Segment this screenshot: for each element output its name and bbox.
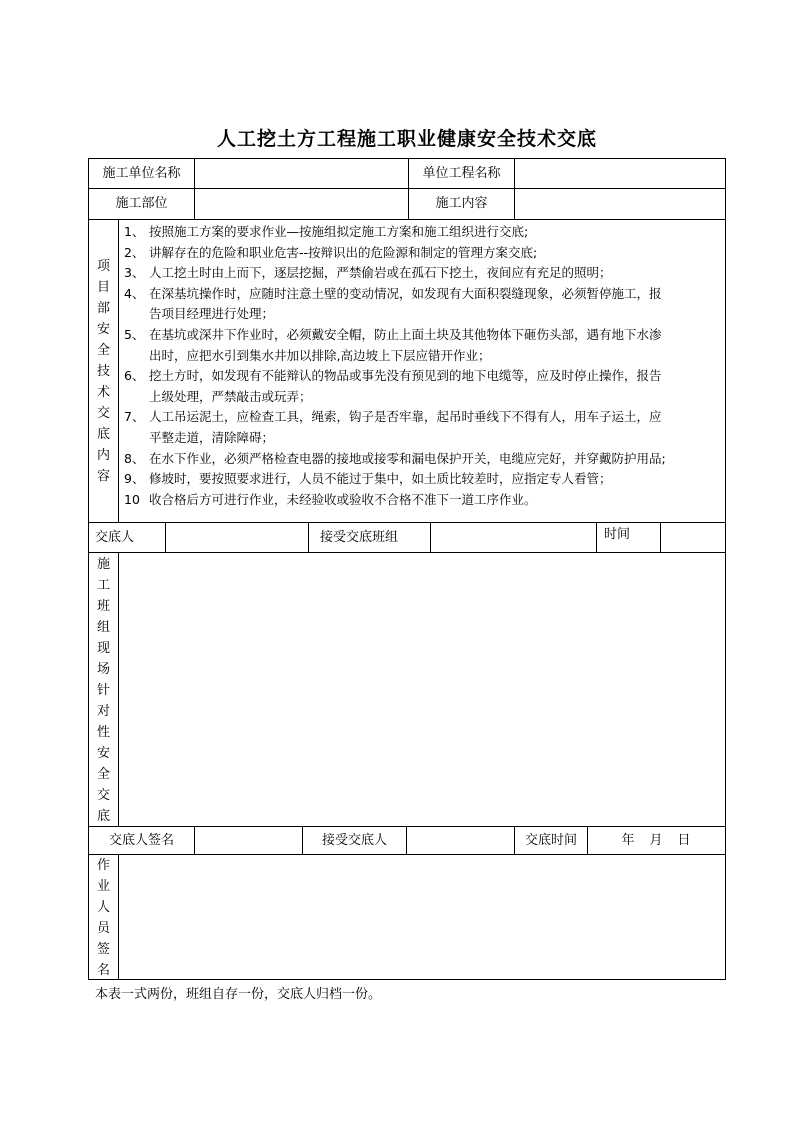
- safety-content-vertical-label: 项 目 部 安 全 技 术 交 底 内 容: [96, 259, 110, 484]
- receiver-field[interactable]: [408, 827, 512, 854]
- list-item: 8、 在水下作业，必须严格检查电器的接地或接零和漏电保护开关，电缆应完好，并穿戴防护用品;: [124, 450, 666, 466]
- construction-part-label: 施工部位: [115, 196, 168, 212]
- briefer-field[interactable]: [167, 523, 306, 552]
- col-divider: [406, 826, 407, 854]
- time-label: 时间: [604, 527, 631, 542]
- list-item: 4、 在深基坑操作时，应随时注意土壁的变动情况，如发现有大面积裂缝现象，必须暂停施工，报: [124, 285, 662, 301]
- table-border-right: [725, 158, 726, 980]
- list-item-continuation: 上级处理，严禁敲击或玩弄；: [149, 388, 312, 404]
- time-field[interactable]: [662, 523, 724, 552]
- list-item: 7、 人工吊运泥土，应检查工具，绳索，钩子是否牢靠，起吊时垂线下不得有人，用车子运土，应: [124, 409, 662, 425]
- list-item: 1、 按照施工方案的要求作业—按施组拟定施工方案和施工组织进行交底;: [124, 224, 529, 239]
- worker-signatures-field[interactable]: [120, 855, 724, 978]
- briefing-date-field[interactable]: 年 月 日: [621, 832, 692, 848]
- col-divider: [660, 522, 661, 552]
- site-safety-vertical-label: 施 工 班 组 现 场 针 对 性 安 全 交 底: [96, 557, 110, 824]
- briefer-label: 交底人: [95, 529, 135, 545]
- row-divider: [88, 219, 726, 220]
- col-divider: [194, 826, 195, 854]
- col-divider: [194, 158, 195, 219]
- receiving-team-field[interactable]: [432, 523, 594, 552]
- list-item: 10 收合格后方可进行作业，未经验收或验收不合格不准下一道工序作业。: [124, 491, 537, 507]
- construction-content-label: 施工内容: [435, 196, 488, 212]
- receiver-label: 接受交底人: [321, 832, 387, 848]
- footnote: 本表一式两份，班组自存一份，交底人归档一份。: [95, 987, 382, 1002]
- list-item: 2、 讲解存在的危险和职业危害--按辩识出的危险源和制定的管理方案交底;: [124, 244, 538, 260]
- list-item: 5、 在基坑或深井下作业时，必须戴安全帽，防止上面土块及其他物体下砸伤头部，遇有地下水渗: [124, 326, 662, 342]
- safety-instruction-list: [124, 222, 724, 510]
- construction-content-field[interactable]: [516, 189, 724, 219]
- construction-unit-field[interactable]: [196, 159, 406, 188]
- receiving-team-label: 接受交底班组: [319, 529, 398, 545]
- table-border-bottom: [88, 979, 726, 980]
- list-item-continuation: 出时，应把水引到集水井加以排除,高边坡上下层应错开作业；: [149, 347, 491, 363]
- site-safety-content-field[interactable]: [120, 553, 724, 825]
- list-item-continuation: 告项目经理进行处理；: [149, 306, 275, 322]
- col-divider: [118, 854, 119, 979]
- worker-signature-vertical-label: 作 业 人 员 签 名: [96, 858, 110, 978]
- list-item: 9、 修坡时，要按照要求进行，人员不能过于集中，如土质比较差时，应指定专人看管；: [124, 471, 612, 487]
- construction-unit-label: 施工单位名称: [102, 165, 181, 181]
- page-title: 人工挖土方工程施工职业健康安全技术交底: [216, 128, 597, 150]
- col-divider: [514, 158, 515, 219]
- project-name-field[interactable]: [516, 159, 724, 188]
- col-divider: [118, 219, 119, 522]
- briefer-signature-field[interactable]: [196, 827, 300, 854]
- col-divider: [596, 522, 597, 552]
- col-divider: [430, 522, 431, 552]
- list-item: 6、 挖土方时，如发现有不能辩认的物品或事先没有预见到的地下电缆等，应及时停止操作，报告: [124, 368, 662, 384]
- list-item: 3、 人工挖土时由上而下，逐层挖掘，严禁偷岩或在孤石下挖土，夜间应有充足的照明；: [124, 265, 612, 281]
- construction-part-field[interactable]: [196, 189, 406, 219]
- briefing-time-label: 交底时间: [524, 832, 577, 848]
- project-name-label: 单位工程名称: [422, 165, 501, 181]
- col-divider: [165, 522, 166, 552]
- col-divider: [118, 552, 119, 826]
- list-item-continuation: 平整走道，清除障碍；: [149, 429, 275, 445]
- briefer-signature-label: 交底人签名: [108, 832, 174, 848]
